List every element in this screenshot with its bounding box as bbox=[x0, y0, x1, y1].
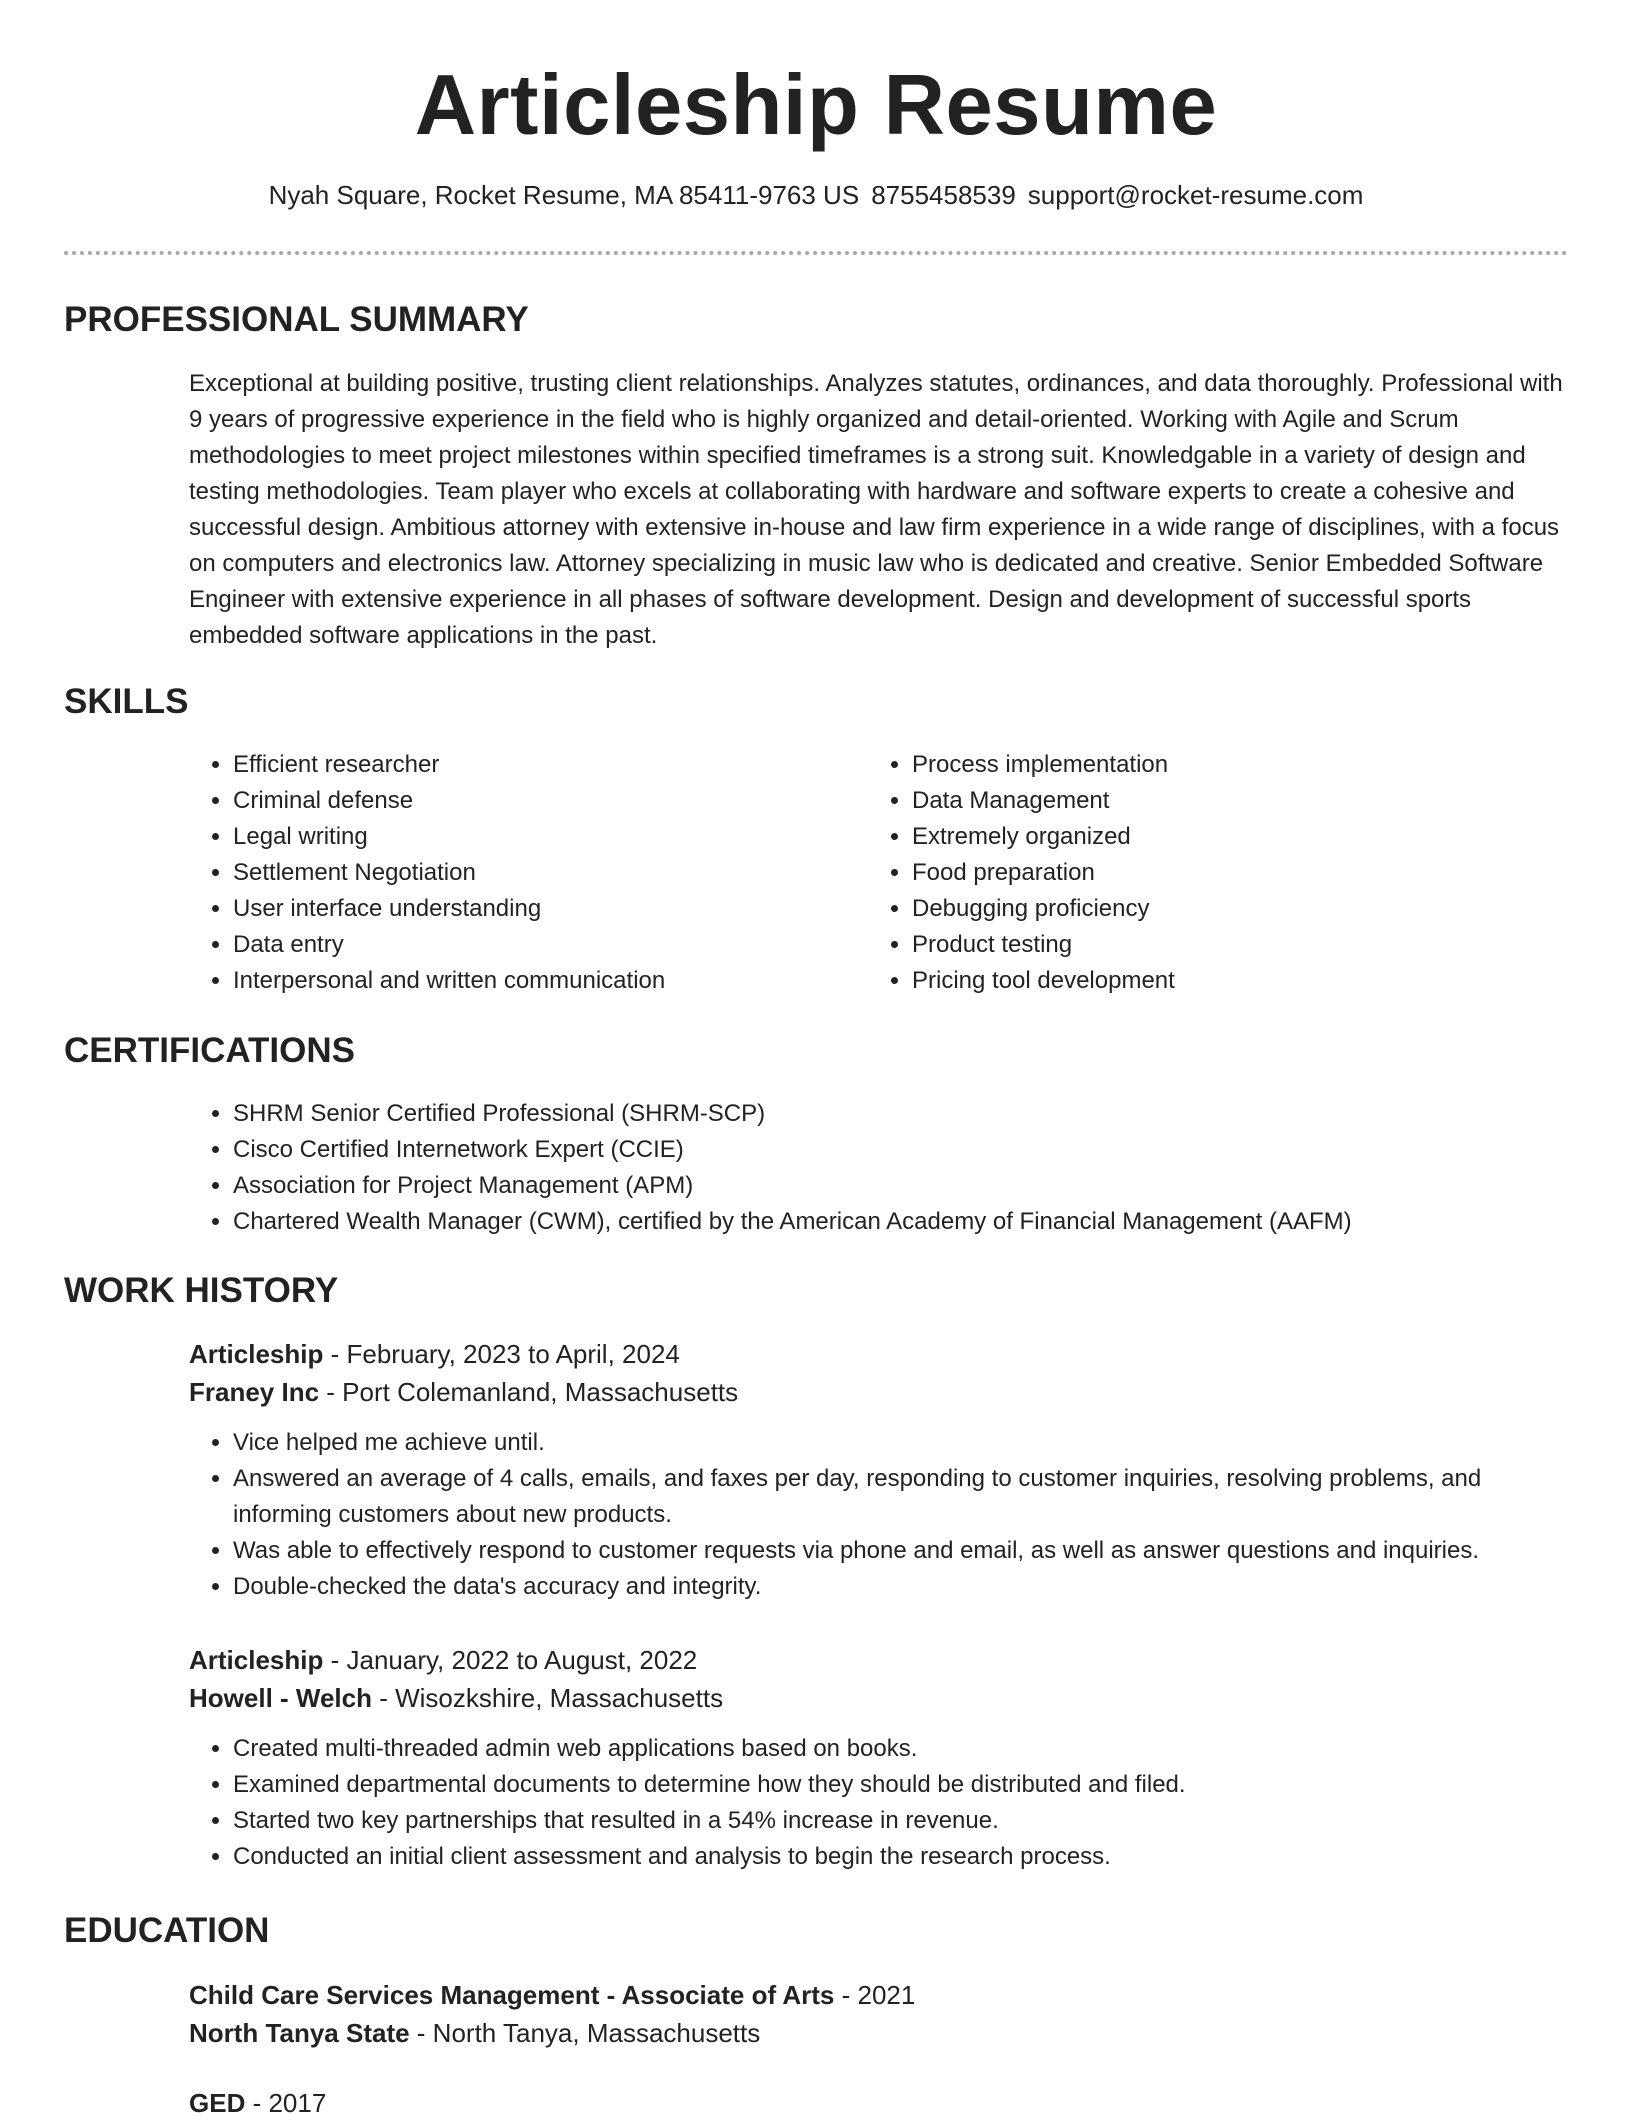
work-history-heading: WORK HISTORY bbox=[64, 1271, 339, 1310]
skills-left-column bbox=[189, 747, 829, 999]
skill-item: • Data entry bbox=[233, 927, 829, 963]
job-bullet: • Created multi-threaded admin web applications based on books. bbox=[233, 1731, 1569, 1767]
job-dates: - February, 2023 to April, 2024 bbox=[323, 1339, 680, 1369]
certification-item: • Association for Project Management (APM) bbox=[233, 1168, 1569, 1204]
certifications-block bbox=[189, 1096, 1569, 1240]
contact-phone: 8755458539 bbox=[871, 180, 1016, 210]
skill-item: • Extremely organized bbox=[912, 819, 1508, 855]
skill-item: • Food preparation bbox=[912, 855, 1508, 891]
skill-item: • User interface understanding bbox=[233, 891, 829, 927]
header-divider bbox=[64, 251, 1568, 255]
education-school-line bbox=[189, 2014, 1569, 2052]
education-entry bbox=[189, 1976, 1569, 2052]
certification-item: • Chartered Wealth Manager (CWM), certified by the American Academy of Financial Management (AAFM) bbox=[233, 1204, 1569, 1240]
education-degree-line bbox=[189, 1976, 1569, 2014]
education-year: - 2021 bbox=[834, 1980, 916, 2010]
job-bullet: • Answered an average of 4 calls, emails, and faxes per day, responding to customer inquiries, resolving problems, and informing customers about new products. bbox=[233, 1461, 1569, 1533]
job-bullet: • Vice helped me achieve until. bbox=[233, 1425, 1569, 1461]
job-title-line bbox=[189, 1641, 1569, 1679]
job-location: - Port Colemanland, Massachusetts bbox=[319, 1377, 739, 1407]
certification-item: • SHRM Senior Certified Professional (SHRM-SCP) bbox=[233, 1096, 1569, 1132]
skill-item: • Legal writing bbox=[233, 819, 829, 855]
contact-address: Nyah Square, Rocket Resume, MA 85411-9763 US bbox=[268, 180, 860, 210]
education-degree-line bbox=[189, 2084, 1569, 2122]
job-company-line bbox=[189, 1679, 1569, 1717]
summary-heading: PROFESSIONAL SUMMARY bbox=[64, 300, 529, 339]
certifications-list bbox=[189, 1096, 1569, 1240]
skill-item: • Settlement Negotiation bbox=[233, 855, 829, 891]
job-role: Articleship bbox=[189, 1645, 324, 1675]
skill-item: • Process implementation bbox=[912, 747, 1508, 783]
job-company-line bbox=[189, 1373, 1569, 1411]
certification-item: • Cisco Certified Internetwork Expert (CCIE) bbox=[233, 1132, 1569, 1168]
education-degree: GED bbox=[189, 2088, 246, 2118]
skills-heading: SKILLS bbox=[64, 682, 189, 721]
education-year: - 2017 bbox=[245, 2088, 327, 2118]
skills-right-list bbox=[868, 747, 1508, 999]
education-entry bbox=[189, 2084, 1569, 2122]
resume-header bbox=[0, 0, 1632, 156]
job-location: - Wisozkshire, Massachusetts bbox=[372, 1683, 724, 1713]
job-company: Howell - Welch bbox=[189, 1683, 372, 1713]
job-bullet: • Was able to effectively respond to customer requests via phone and email, as well as answer questions and inquiries. bbox=[233, 1533, 1569, 1569]
skills-left-list bbox=[189, 747, 829, 999]
contact-line bbox=[0, 178, 1632, 212]
job-entry bbox=[189, 1335, 1569, 1605]
skill-item: • Criminal defense bbox=[233, 783, 829, 819]
job-title-line bbox=[189, 1335, 1569, 1373]
summary-text: Exceptional at building positive, trusting client relationships. Analyzes statutes, ordinances, and data thoroughly. Professional with 9 years of progressive experience in the field who is highly organized and detail-oriented. Working with Agile and Scrum methodologies to meet project milestones within specified timeframes is a strong suit. Knowledgable in a variety of design and testing methodologies. Team player who excels at collaborating with hardware and software experts to create a cohesive and successful design. Ambitious attorney with extensive in-house and law firm experience in a wide range of disciplines, with a focus on computers and electronics law. Attorney specializing in music law who is dedicated and creative. Senior Embedded Software Engineer with extensive experience in all phases of software development. Design and development of successful sports embedded software applications in the past. bbox=[189, 370, 1563, 649]
job-entry bbox=[189, 1641, 1569, 1875]
skill-item: • Pricing tool development bbox=[912, 963, 1508, 999]
job-bullets bbox=[189, 1731, 1569, 1875]
education-school: North Tanya State bbox=[189, 2018, 410, 2048]
resume-title: Articleship Resume bbox=[414, 58, 1218, 153]
contact-email: support@rocket-resume.com bbox=[1027, 180, 1364, 210]
education-heading: EDUCATION bbox=[64, 1911, 270, 1950]
education-location: - North Tanya, Massachusetts bbox=[409, 2018, 761, 2048]
job-company: Franey Inc bbox=[189, 1377, 320, 1407]
skill-item: • Data Management bbox=[912, 783, 1508, 819]
job-bullet: • Started two key partnerships that resulted in a 54% increase in revenue. bbox=[233, 1803, 1569, 1839]
skill-item: • Debugging proficiency bbox=[912, 891, 1508, 927]
job-bullet: • Examined departmental documents to determine how they should be distributed and filed. bbox=[233, 1767, 1569, 1803]
skill-item: • Efficient researcher bbox=[233, 747, 829, 783]
job-role: Articleship bbox=[189, 1339, 324, 1369]
education-degree: Child Care Services Management - Associate of Arts bbox=[189, 1980, 835, 2010]
certifications-heading: CERTIFICATIONS bbox=[64, 1031, 356, 1070]
job-dates: - January, 2022 to August, 2022 bbox=[323, 1645, 698, 1675]
job-bullets bbox=[189, 1425, 1569, 1605]
skills-right-column bbox=[868, 747, 1508, 999]
skill-item: • Interpersonal and written communication bbox=[233, 963, 829, 999]
skill-item: • Product testing bbox=[912, 927, 1508, 963]
job-bullet: • Double-checked the data's accuracy and integrity. bbox=[233, 1569, 1569, 1605]
job-bullet: • Conducted an initial client assessment and analysis to begin the research process. bbox=[233, 1839, 1569, 1875]
